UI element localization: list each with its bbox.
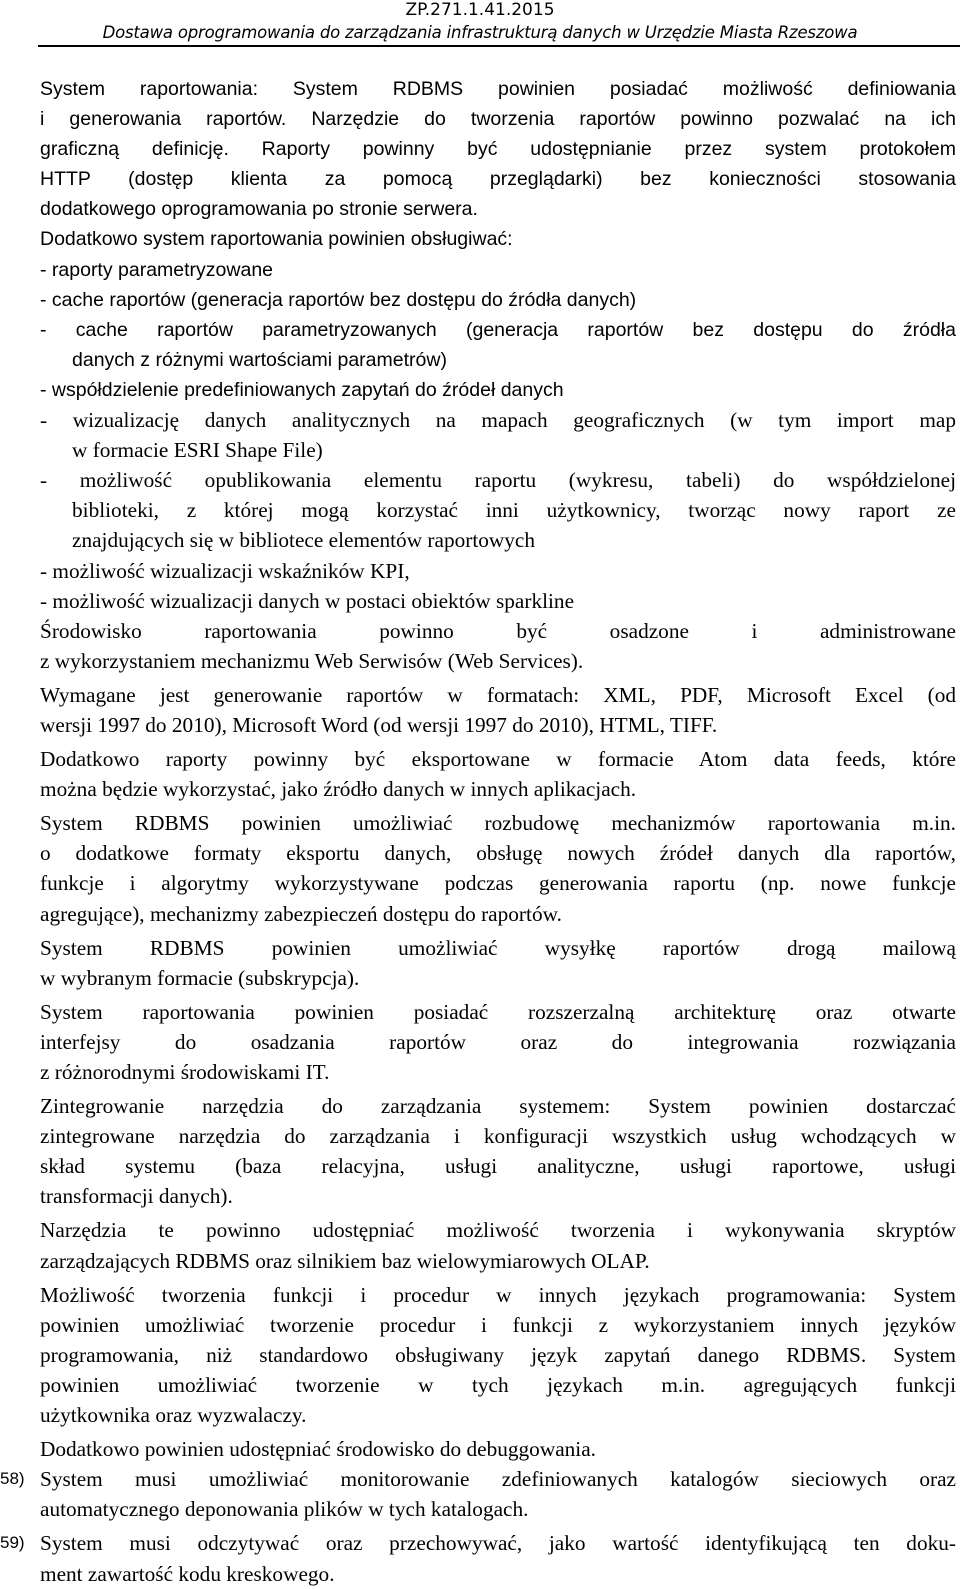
text-line — [0, 465, 960, 495]
line-text: HTTP (dostęp klienta za pomocą przeglądarki) bez konieczności stosowania — [40, 168, 956, 191]
text-line — [0, 868, 960, 898]
item-number: 58) — [0, 1469, 25, 1489]
text-line — [0, 1494, 960, 1524]
line-text: - cache raportów parametryzowanych (generacja raportów bez dostępu do źródła — [40, 318, 956, 341]
text-line — [0, 194, 960, 224]
text-line — [0, 134, 960, 164]
line-text: użytkownika oraz wyzwalaczy. — [40, 1403, 307, 1428]
line-text: interfejsy do osadzania raportów oraz do integrowania rozwiązania — [40, 1029, 956, 1054]
numbered-item-line — [0, 1528, 960, 1558]
text-line — [0, 495, 960, 525]
line-text: z różnorodnymi środowiskami IT. — [40, 1060, 330, 1084]
line-text: skład systemu (baza relacyjna, usługi analityczne, usługi raportowe, usługi — [40, 1154, 956, 1179]
text-line — [0, 899, 960, 929]
line-text: programowania, niż standardowo obsługiwany język zapytań danego RDBMS. System — [40, 1342, 956, 1367]
text-line — [0, 680, 960, 710]
line-text: System musi odczytywać oraz przechowywać, jako wartość identyfikującą ten doku- — [40, 1531, 956, 1556]
line-text: powinien umożliwiać tworzenie procedur i funkcji z wykorzystaniem innych języków — [40, 1312, 956, 1337]
line-text: Środowisko raportowania powinno być osadzone i administrowane — [40, 618, 956, 643]
text-line — [0, 315, 960, 345]
text-line — [0, 963, 960, 993]
text-line — [0, 586, 960, 616]
text-line — [0, 1280, 960, 1310]
line-text: zintegrowane narzędzia do zarządzania i konfiguracji wszystkich usług wchodzących w — [40, 1124, 956, 1149]
line-text: - możliwość opublikowania elementu raportu (wykresu, tabeli) do współdzielonej — [40, 468, 956, 493]
line-text: powinien umożliwiać tworzenie w tych językach m.in. agregujących funkcji — [40, 1372, 956, 1397]
line-text: Możliwość tworzenia funkcji i procedur w innych językach programowania: System — [40, 1282, 956, 1307]
line-text: - współdzielenie predefiniowanych zapytań do źródeł danych — [40, 378, 564, 401]
document-title: Dostawa oprogramowania do zarządzania infrastrukturą danych w Urzędzie Miasta Rzeszowa — [102, 23, 858, 42]
text-line — [0, 1340, 960, 1370]
line-text: funkcje i algorytmy wykorzystywane podczas generowania raportu (np. nowe funkcje — [40, 871, 956, 896]
line-text: System raportowania: System RDBMS powinien posiadać możliwość definiowania — [40, 78, 956, 100]
line-text: wersji 1997 do 2010), Microsoft Word (od wersji 1997 do 2010), HTML, TIFF. — [40, 712, 718, 737]
text-line — [0, 345, 960, 375]
text-line — [0, 1057, 960, 1087]
line-text: - cache raportów (generacja raportów bez dostępu do źródła danych) — [40, 288, 637, 311]
text-line — [0, 104, 960, 134]
line-text: System raportowania powinien posiadać rozszerzalną architekturę oraz otwarte — [40, 999, 956, 1024]
line-text: System musi umożliwiać monitorowanie zdefiniowanych katalogów sieciowych oraz — [40, 1467, 956, 1492]
line-text: ment zawartość kodu kreskowego. — [40, 1561, 335, 1586]
text-line — [0, 1246, 960, 1276]
text-line — [0, 435, 960, 465]
text-line — [0, 1400, 960, 1430]
line-text: - możliwość wizualizacji danych w postaci obiektów sparkline — [40, 588, 575, 613]
numbered-item-line — [0, 1464, 960, 1494]
line-text: - wizualizację danych analitycznych na mapach geograficznych (w tym import map — [40, 408, 956, 433]
text-line — [0, 255, 960, 285]
line-text: danych z różnymi wartościami parametrów) — [72, 348, 447, 371]
line-text: Dodatkowo powinien udostępniać środowisko do debuggowania. — [40, 1437, 596, 1462]
text-line — [0, 646, 960, 676]
text-line — [0, 710, 960, 740]
line-text: z wykorzystaniem mechanizmu Web Serwisów (Web Services). — [40, 648, 584, 673]
line-text: automatycznego deponowania plików w tych katalogach. — [40, 1497, 529, 1522]
text-line — [0, 1559, 960, 1589]
line-text: i generowania raportów. Narzędzie do tworzenia raportów powinno pozwalać na ich — [40, 108, 956, 131]
text-line — [0, 1370, 960, 1400]
text-line — [0, 933, 960, 963]
line-text: transformacji danych). — [40, 1184, 233, 1209]
text-line — [0, 525, 960, 555]
text-line — [0, 1215, 960, 1245]
line-text: Zintegrowanie narzędzia do zarządzania systemem: System powinien dostarczać — [40, 1094, 956, 1119]
line-text: Dodatkowo system raportowania powinien obsługiwać: — [40, 228, 513, 251]
line-text: graficzną definicję. Raporty powinny być udostępnianie przez system protokołem — [40, 138, 956, 161]
text-line — [0, 1121, 960, 1151]
line-text: Narzędzia te powinno udostępniać możliwość tworzenia i wykonywania skryptów — [40, 1218, 956, 1243]
text-line — [0, 1434, 960, 1464]
text-line — [0, 224, 960, 254]
text-line — [0, 285, 960, 315]
line-text: System RDBMS powinien umożliwiać rozbudowę mechanizmów raportowania m.in. — [40, 811, 956, 836]
line-text: w formacie ESRI Shape File) — [72, 438, 323, 463]
item-number: 59) — [0, 1533, 25, 1553]
page-header — [0, 0, 960, 43]
line-text: o dodatkowe formaty eksportu danych, obsługę nowych źródeł danych dla raportów, — [40, 841, 956, 866]
text-line — [0, 838, 960, 868]
line-text: - możliwość wizualizacji wskaźników KPI, — [40, 558, 410, 583]
line-text: można będzie wykorzystać, jako źródło danych w innych aplikacjach. — [40, 777, 637, 802]
line-text: - raporty parametryzowane — [40, 258, 274, 281]
text-line — [0, 1181, 960, 1211]
line-text: System RDBMS powinien umożliwiać wysyłkę raportów drogą mailową — [40, 935, 956, 960]
text-line — [0, 164, 960, 194]
line-text: Dodatkowo raporty powinny być eksportowane w formacie Atom data feeds, które — [40, 747, 956, 772]
text-line — [0, 74, 960, 104]
text-line — [0, 997, 960, 1027]
text-line — [0, 405, 960, 435]
text-line — [0, 1310, 960, 1340]
line-text: dodatkowego oprogramowania po stronie serwera. — [40, 198, 478, 221]
text-line — [0, 375, 960, 405]
text-line — [0, 1027, 960, 1057]
text-line — [0, 616, 960, 646]
text-line — [0, 556, 960, 586]
document-body — [0, 74, 960, 1589]
line-text: Wymagane jest generowanie raportów w formatach: XML, PDF, Microsoft Excel (od — [40, 682, 956, 707]
text-line — [0, 744, 960, 774]
text-line — [0, 808, 960, 838]
line-text: biblioteki, z której mogą korzystać inni użytkownicy, tworząc nowy raport ze — [72, 498, 956, 523]
header-rule — [38, 45, 960, 47]
line-text: w wybranym formacie (subskrypcja). — [40, 965, 360, 990]
line-text: znajdujących się w bibliotece elementów raportowych — [72, 528, 536, 553]
line-text: agregujące), mechanizmy zabezpieczeń dostępu do raportów. — [40, 901, 562, 926]
document-reference: ZP.271.1.41.2015 — [405, 0, 555, 20]
text-line — [0, 1151, 960, 1181]
text-line — [0, 774, 960, 804]
line-text: zarządzających RDBMS oraz silnikiem baz wielowymiarowych OLAP. — [40, 1248, 650, 1273]
text-line — [0, 1091, 960, 1121]
